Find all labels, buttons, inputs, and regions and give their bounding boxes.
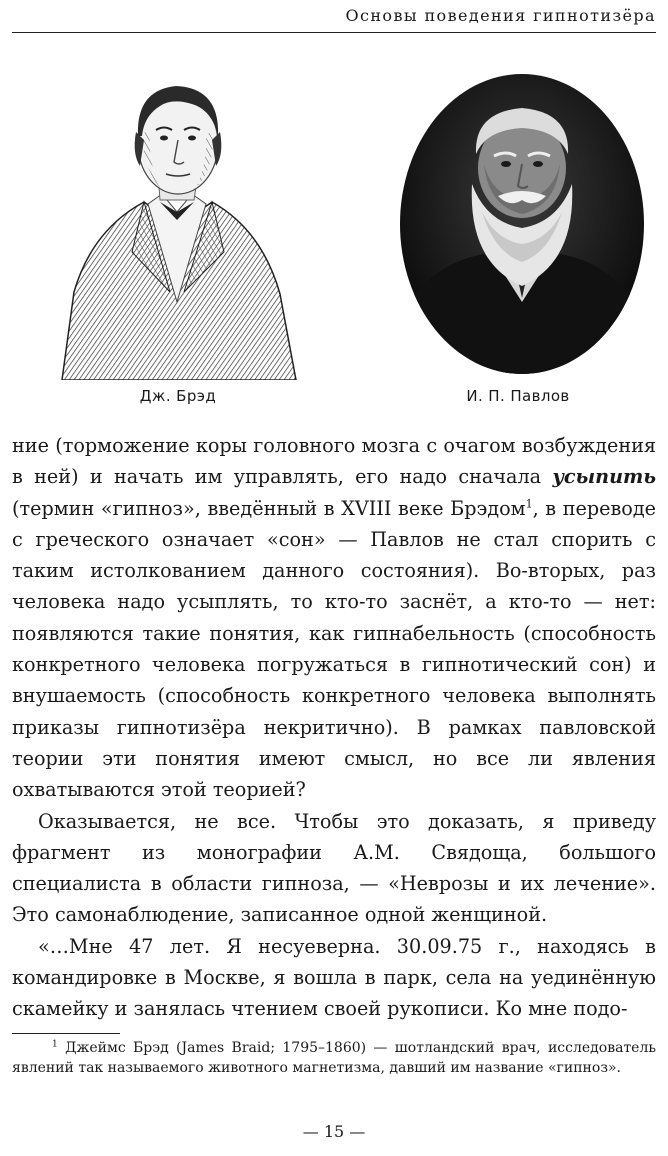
running-title: Основы поведения гипнотизёра [345, 6, 656, 25]
portrait-pavlov-image [398, 72, 646, 376]
portrait-braid-image [52, 62, 302, 380]
footnote-number: 1 [52, 1039, 58, 1050]
engraved-portrait-braid-icon [52, 62, 302, 380]
footnote [12, 1039, 656, 1078]
paragraph-2: Оказывается, не все. Чтобы это доказать, я приведу фрагмент из монографии А.М. Свядоща, большого специалиста в области гипноза, — «Неврозы и их лечение». Это самонаблюдение, записанное одной женщиной. [12, 809, 656, 927]
header-rule [12, 32, 656, 33]
footnote-reference[interactable]: 1 [525, 497, 533, 511]
emphasis-word: усыпить [552, 465, 656, 489]
figure-caption-pavlov: И. П. Павлов [466, 387, 570, 405]
oval-photo-portrait-pavlov-icon [398, 72, 646, 376]
paragraph-1-text-c: , в переводе с греческого означает «сон» — Павлов не стал спорить с таким истолкованием данного состояния). Во-вторых, раз человека надо усыплять, то кто-то заснёт, а кто-то — нет: появляются такие понятия, как гипнабельность (способность конкретного человека погружаться в гипнотический сон) и внушаемость (способность конкретного человека выполнять приказы гипнотизёра некритично). В рамках павловской теории эти понятия имеют смысл, но все ли явления охватываются этой теорией? [12, 496, 656, 802]
paragraph-3: «…Мне 47 лет. Я несуеверна. 30.09.75 г., находясь в командировке в Москве, я вошла в парк, села на уединённую скамейку и занялась чтением своей рукописи. Ко мне подо- [12, 934, 656, 1021]
paragraph-1 [12, 430, 656, 806]
footnote-rule [12, 1033, 120, 1034]
paragraph-1-text-b: (термин «гипноз», введённый в XVIII веке Брэдом [12, 496, 526, 520]
page-number: — 15 — [302, 1122, 366, 1141]
body-text [12, 430, 656, 1025]
paragraph-1-text-a: ние (торможение коры головного мозга с очагом возбуждения в ней) и начать им управлять, его надо сначала [12, 434, 656, 489]
figure-caption-braid: Дж. Брэд [139, 387, 217, 405]
footnote-text: Джеймс Брэд (James Braid; 1795–1860) — шотландский врач, исследователь явлений так называемого животного магнетизма, давший им название «гипноз». [12, 1040, 656, 1076]
